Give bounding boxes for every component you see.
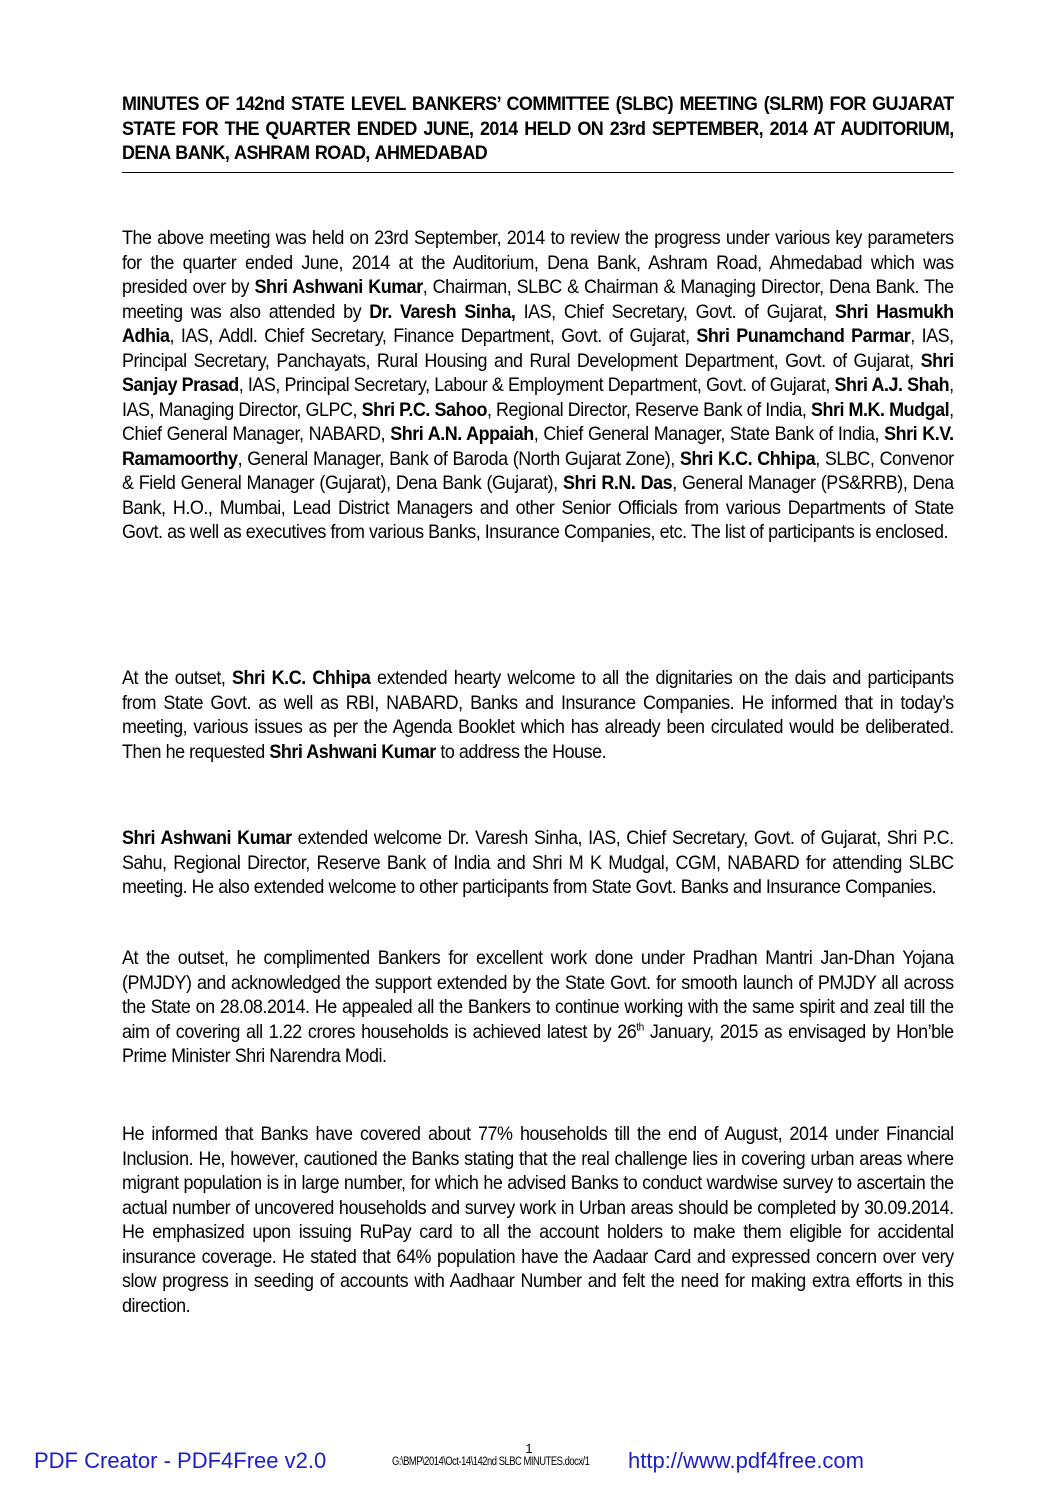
bold-name: Shri R.N. Das (562, 472, 673, 494)
text-run: He informed that Banks have covered about 77% households till the end of August, 2014 under Financial Inclusion. He, however, cautioned the Banks stating that the real challenge lies in covering urban areas where migrant population is in large number, for which he advised Banks to conduct wardwise survey to ascertain the actual number of uncovered households and survey work in Urban areas should be completed by 30.09.2014. He emphasized upon issuing RuPay card to all the account holders to make them eligible for accidental insurance coverage. He stated that 64% population have the Aadaar Card and expressed concern over very slow progress in seeding of accounts with Aadhaar Number and felt the need for making extra efforts in this direction. (122, 1123, 954, 1317)
bold-name: Shri Punamchand Parmar (696, 325, 911, 347)
paragraph-attendees (122, 226, 954, 545)
text-run: At the outset, he complimented Bankers for excellent work done under Pradhan Mantri Jan-Dhan Yojana (PMJDY) and acknowledged the support extended by the State Govt. for smooth launch of PMJDY all across the State on 28.08.2014. He appealed all the Bankers to continue working with the same spirit and zeal till the aim of covering all 1.22 crores households is achieved latest by 26 (122, 947, 954, 1043)
paragraph-chairman-welcome (122, 826, 954, 900)
bold-name: Shri Ashwani Kumar (122, 827, 292, 849)
superscript: th (636, 1021, 644, 1033)
pdf4free-link[interactable]: http://www.pdf4free.com (628, 1448, 864, 1473)
text-run: , Chief General Manager, NABARD, (122, 398, 954, 445)
bold-name: Shri Hasmukh Adhia (122, 300, 954, 347)
text-run: , General Manager (PS&RRB), Dena Bank, H.O., Mumbai, Lead District Managers and other Senior Officials from various Departments of State Govt. as well as executives from various Banks, Insurance Companies, etc. The list of participants is enclosed. (122, 472, 954, 543)
text-run: , Regional Director, Reserve Bank of India, (486, 398, 811, 421)
bold-name: Dr. Varesh Sinha, (369, 300, 516, 323)
paragraph-pmjdy (122, 946, 954, 1069)
bold-name: Shri A.N. Appaiah (390, 423, 534, 445)
bold-name: Shri K.V. Ramamoorthy (122, 423, 954, 470)
text-run: extended hearty welcome to all the dignitaries on the dais and participants from State Govt. as well as RBI, NABARD, Banks and Insurance Companies. He informed that in today’s meeting, various issues as per the Agenda Booklet which has already been circulated would be deliberated. Then he requested (122, 667, 954, 763)
text-run: , Chairman, SLBC & Chairman & Managing Director, Dena Bank. The meeting was also attended by (122, 276, 954, 323)
bold-name: Shri K.C. Chhipa (232, 667, 371, 689)
document-content (122, 92, 954, 1317)
paragraph-financial-inclusion (122, 1122, 954, 1318)
bold-name: Shri P.C. Sahoo (361, 398, 487, 421)
text-run: , IAS, Principal Secretary, Labour & Employment Department, Govt. of Gujarat, (238, 374, 835, 396)
text-run: , IAS, Addl. Chief Secretary, Finance Department, Govt. of Gujarat, (169, 325, 697, 347)
text-run: At the outset, (122, 667, 233, 689)
text-run: , IAS, Managing Director, GLPC, (122, 374, 954, 421)
bold-name: Shri Sanjay Prasad (122, 349, 954, 396)
bold-name: Shri A.J. Shah (834, 374, 950, 396)
bold-name: Shri Ashwani Kumar (269, 740, 436, 763)
text-run: , Chief General Manager, State Bank of India, (533, 423, 885, 445)
bold-name: Shri Ashwani Kumar (254, 276, 423, 298)
text-run: extended welcome Dr. Varesh Sinha, IAS, Chief Secretary, Govt. of Gujarat, Shri P.C. Sahu, Regional Director, Reserve Bank of India and Shri M K Mudgal, CGM, NABARD for attending SLBC meeting. He also extended welcome to other participants from State Govt. Banks and Insurance Companies. (122, 827, 954, 898)
document-title: MINUTES OF 142nd STATE LEVEL BANKERS’ COMMITTEE (SLBC) MEETING (SLRM) FOR GUJARAT STATE FOR THE QUARTER ENDED JUNE, 2014 HELD ON 23rd SEPTEMBER, 2014 AT AUDITORIUM, DENA BANK, ASHRAM ROAD, AHMEDABAD (122, 92, 954, 173)
text-run: January, 2015 as envisaged by Hon’ble Prime Minister Shri Narendra Modi. (122, 1020, 954, 1067)
text-run: , SLBC, Convenor & Field General Manager (Gujarat), Dena Bank (Gujarat), (122, 447, 954, 494)
bold-name: Shri K.C. Chhipa (679, 447, 816, 470)
pdf-creator-watermark: PDF Creator - PDF4Free v2.0 (34, 1448, 327, 1473)
paragraph-welcome (122, 666, 954, 764)
text-run: , General Manager, Bank of Baroda (North Gujarat Zone), (237, 447, 680, 470)
text-run: , IAS, Principal Secretary, Panchayats, Rural Housing and Rural Development Department, Govt. of Gujarat, (122, 325, 954, 372)
bold-name: Shri M.K. Mudgal (810, 398, 950, 421)
page-number: 1 (525, 1441, 533, 1456)
text-run: IAS, Chief Secretary, Govt. of Gujarat, (515, 300, 835, 323)
footer-file-path: G:\BMP\2014\Oct-14\142nd SLBC MINUTES.docx/1 (392, 1456, 590, 1468)
text-run: to address the House. (435, 740, 607, 763)
text-run: The above meeting was held on 23rd September, 2014 to review the progress under various key parameters for the quarter ended June, 2014 at the Auditorium, Dena Bank, Ashram Road, Ahmedabad which was presided over by (122, 227, 954, 298)
